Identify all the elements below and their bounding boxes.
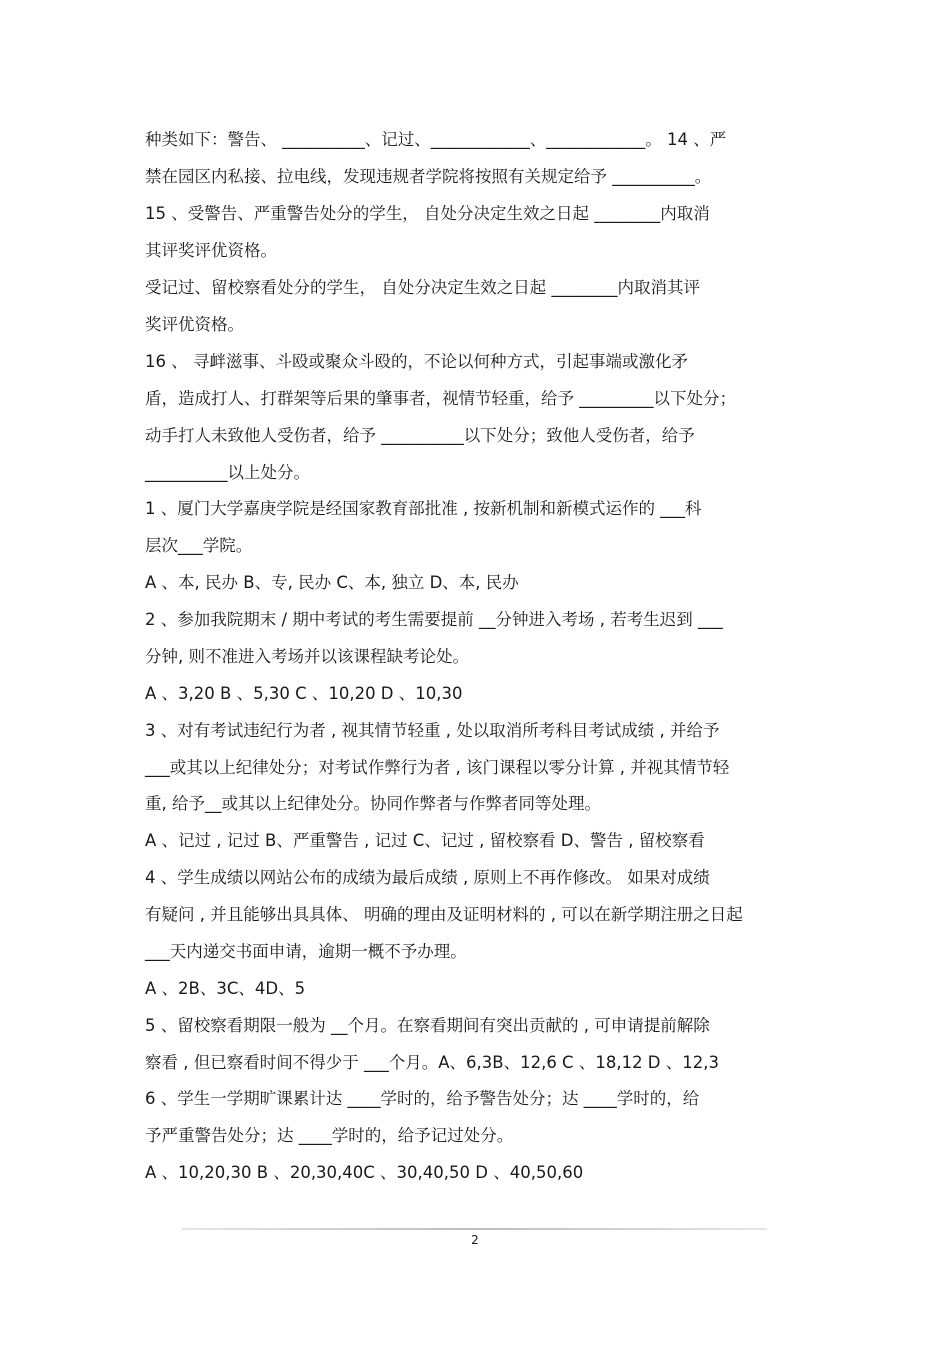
text-line: 16 、 寻衅滋事、斗殴或聚众斗殴的，不论以何种方式，引起事端或激化矛 bbox=[145, 352, 688, 371]
text-line: A 、2B、3C、4D、5 bbox=[145, 979, 306, 998]
page-number: 2 bbox=[471, 1233, 479, 1247]
text-line: 禁在园区内私接、拉电线，发现违规者学院将按照有关规定给予 __________。 bbox=[145, 167, 712, 186]
text-line: 4 、学生成绩以网站公布的成绩为最后成绩 , 原则上不再作修改。 如果对成绩 bbox=[145, 868, 710, 887]
text-line: __________以上处分。 bbox=[145, 463, 310, 482]
text-line: A 、10,20,30 B 、20,30,40C 、30,40,50 D 、40,50,60 bbox=[145, 1163, 584, 1182]
text-line: 6 、学生一学期旷课累计达 ____学时的，给予警告处分；达 ____学时的，给 bbox=[145, 1089, 700, 1108]
text-line: 予严重警告处分；达 ____学时的，给予记过处分。 bbox=[145, 1126, 514, 1145]
text-line: 盾，造成打人、打群架等后果的肇事者，视情节轻重，给予 _________以下处分； bbox=[145, 389, 736, 408]
text-line: A 、本, 民办 B、专, 民办 C、本, 独立 D、本, 民办 bbox=[145, 573, 519, 592]
text-line: 受记过、留校察看处分的学生， 自处分决定生效之日起 ________内取消其评 bbox=[145, 278, 700, 297]
text-line: ___天内递交书面申请，逾期一概不予办理。 bbox=[145, 942, 467, 961]
text-line: 层次___学院。 bbox=[145, 536, 253, 555]
text-line: 2 、参加我院期末 / 期中考试的考生需要提前 __分钟进入考场 , 若考生迟到 ___ bbox=[145, 610, 723, 629]
text-line: 3 、对有考试违纪行为者 , 视其情节轻重 , 处以取消所考科目考试成绩 , 并给予 bbox=[145, 721, 720, 740]
text-line: 15 、受警告、严重警告处分的学生， 自处分决定生效之日起 ________内取消 bbox=[145, 204, 710, 223]
text-line: 1 、厦门大学嘉庚学院是经国家教育部批准 , 按新机制和新模式运作的 ___科 bbox=[145, 499, 702, 518]
text-line: 重, 给予__或其以上纪律处分。协同作弊者与作弊者同等处理。 bbox=[145, 794, 601, 813]
text-line: 5 、留校察看期限一般为 __个月。在察看期间有突出贡献的 , 可申请提前解除 bbox=[145, 1016, 710, 1035]
text-line: 察看 , 但已察看时间不得少于 ___个月。A、6,3B、12,6 C 、18,12 D 、12,3 bbox=[145, 1053, 719, 1072]
text-line: 动手打人未致他人受伤者，给予 __________以下处分；致他人受伤者，给予 bbox=[145, 426, 695, 445]
text-line: 奖评优资格。 bbox=[145, 315, 244, 334]
text-line: A 、记过 , 记过 B、严重警告 , 记过 C、记过 , 留校察看 D、警告 , 留校察看 bbox=[145, 831, 705, 850]
text-line: ___或其以上纪律处分；对考试作弊行为者 , 该门课程以零分计算 , 并视其情节轻 bbox=[145, 758, 730, 777]
footer-divider bbox=[182, 1228, 767, 1230]
text-line: 有疑问 , 并且能够出具具体、 明确的理由及证明材料的 , 可以在新学期注册之日起 bbox=[145, 905, 743, 924]
text-line: A 、3,20 B 、5,30 C 、10,20 D 、10,30 bbox=[145, 684, 463, 703]
text-line: 种类如下：警告、 __________、记过、____________、____________。 14 、严 bbox=[145, 130, 727, 149]
text-line: 其评奖评优资格。 bbox=[145, 241, 277, 260]
text-line: 分钟, 则不准进入考场并以该课程缺考论处。 bbox=[145, 647, 469, 666]
